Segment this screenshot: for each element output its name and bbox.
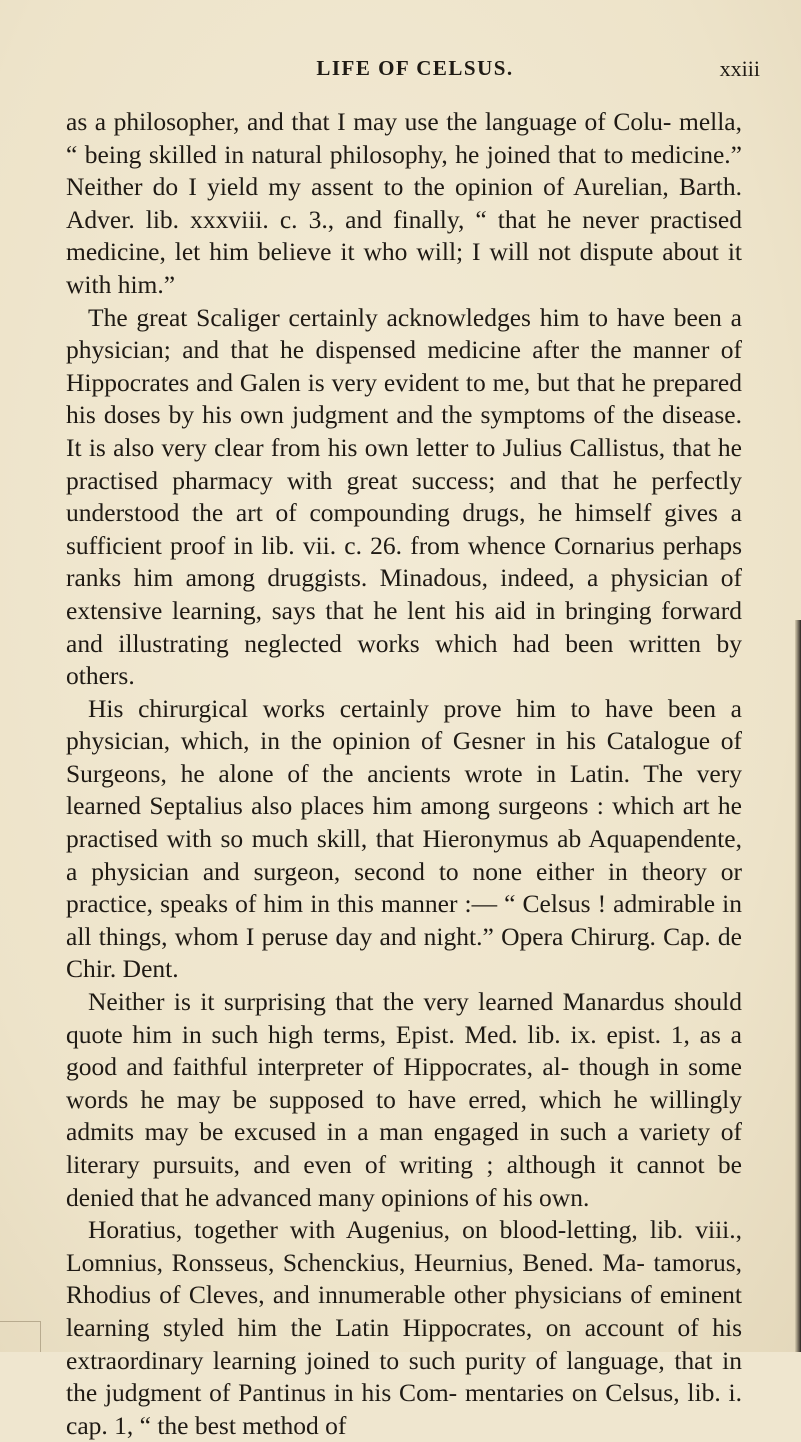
page-number: xxiii (719, 56, 760, 81)
page-edge-shadow (795, 620, 801, 1352)
page-header (70, 56, 760, 86)
paragraph-1: as a philosopher, and that I may use the language of Colu- mella, “ being skilled in natural philosophy, he joined that to medicine.” Neither do I yield my assent to the opinion of Aurelian, Barth. Adver. lib. xxxviii. c. 3., and finally, “ that he never practised medicine, let him believe it who will; I will not dispute about it with him.” (66, 107, 742, 299)
paragraph-4: Neither is it surprising that the very learned Manardus should quote him in such high terms, Epist. Med. lib. ix. epist. 1, as a good and faithful interpreter of Hippocrates, al- though in some words he may be supposed to have erred, which he willingly admits may be excused in a man engaged in such a variety of literary pursuits, and even of writing ; although it cannot be denied that he advanced many opinions of his own. (66, 987, 742, 1212)
running-title: LIFE OF CELSUS. (316, 56, 514, 80)
paragraph-3: His chirurgical works certainly prove him to have been a physician, which, in the opinion of Gesner in his Catalogue of Surgeons, he alone of the ancients wrote in Latin. The very learned Septalius also places him among surgeons : which art he practised with so much skill, that Hieronymus ab Aquapendente, a physician and surgeon, second to none either in theory or practice, speaks of him in this manner :— “ Celsus ! admirable in all things, whom I peruse day and night.” Opera Chirurg. Cap. de Chir. Dent. (66, 693, 742, 984)
page-corner-mark (0, 1321, 41, 1352)
paragraph-5: Horatius, together with Augenius, on blood-letting, lib. viii., Lomnius, Ronsseus, Schenckius, Heurnius, Bened. Ma- tamorus, Rhodius of Cleves, and innumerable other physicians of eminent learning styled him the Latin Hippocrates, on account of his extraordinary learning joined to such purity of language, that in the judgment of Pantinus in his Com- mentaries on Celsus, lib. i. cap. 1, “ the best method of (66, 1215, 742, 1440)
body-text (66, 106, 742, 1442)
paragraph-2: The great Scaliger certainly acknowledges him to have been a physician; and that he dispensed medicine after the manner of Hippocrates and Galen is very evident to me, but that he prepared his doses by his own judgment and the symptoms of the disease. It is also very clear from his own letter to Julius Callistus, that he practised pharmacy with great success; and that he perfectly understood the art of compounding drugs, he himself gives a sufficient proof in lib. vii. c. 26. from whence Cornarius perhaps ranks him among druggists. Minadous, indeed, a physician of extensive learning, says that he lent his aid in bringing forward and illustrating neglected works which had been written by others. (66, 302, 742, 691)
